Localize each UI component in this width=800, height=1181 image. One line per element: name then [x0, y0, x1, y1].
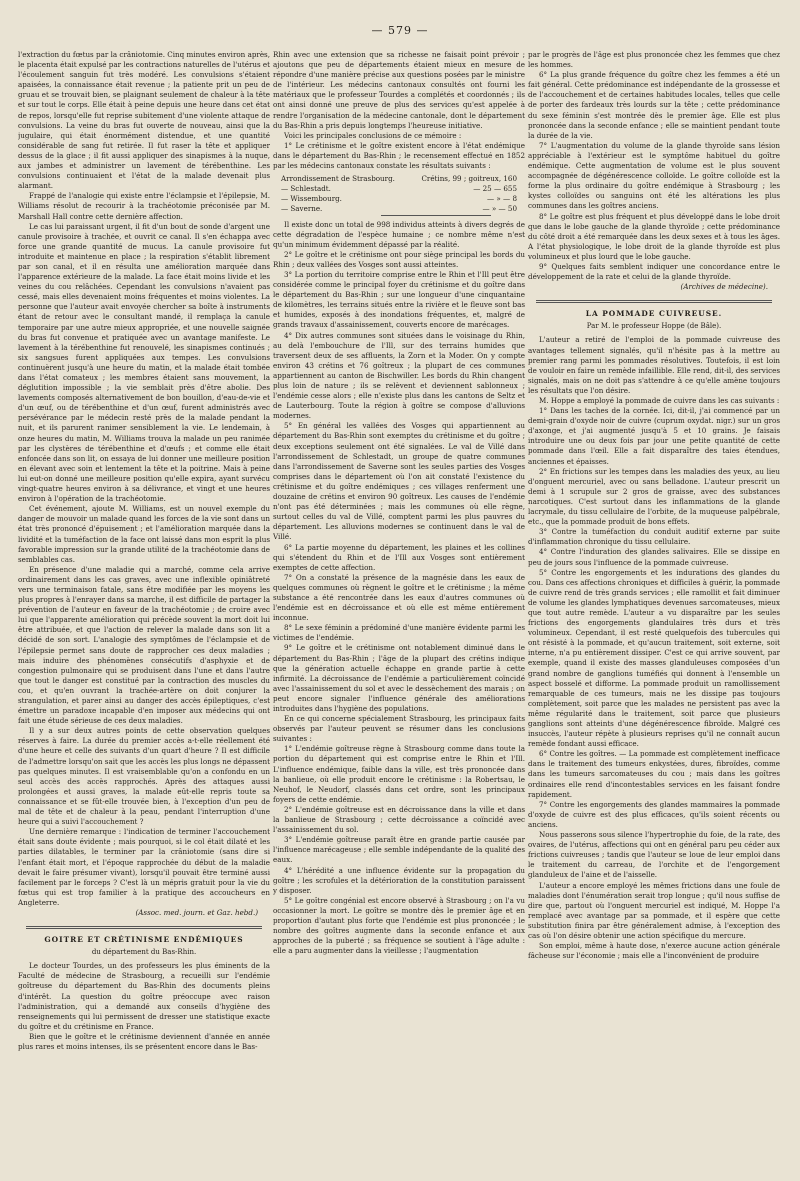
paragraph: Frappé de l'analogie qui existe entre l'éclampsie et l'épilepsie, M. Williams résolut de recourir à la trachéotomie préconisée par M. Marshall Hall contre cette dernière affection.	[18, 191, 270, 221]
table-row-label: — Saverne.	[281, 204, 323, 214]
paragraph: l'extraction du fœtus par la crâniotomie. Cinq minutes environ après, le placenta était expulsé par les contractions naturelles de l'utérus et l'écoulement sanguin fut très modéré. Les convulsions s'étaient apaisées, la connaissance était revenue ; la patiente prit un peu de gruau et se trouvait bien, se plaignant seulement de chaleur à la tête et sur tout le corps. Elle était à peine depuis une heure dans cet état de repos, lorsqu'elle fut reprise subitement d'une violente attaque de convulsions. La veine du bras fut ouverte de nouveau, ainsi que la jugulaire, qui était énormément distendue, et une quantité considérable de sang fut retirée. Il fut raser la tête et appliquer dessus de la glace ; il fit aussi appliquer des sinapismes à la nuque, aux jambes et administrer un lavement de térébenthine. Les convulsions continuaient et l'état de la malade devenait plus alarmant.	[18, 50, 270, 191]
paragraph: Son emploi, même à haute dose, n'exerce aucune action générale fâcheuse sur l'économie ; mais elle a l'inconvénient de produire	[528, 941, 780, 961]
paragraph: 7° L'augmentation du volume de la glande thyroïde sans lésion appréciable à l'extérieur est le symptôme habituel du goître endémique. Cette augmentation de volume est le plus souvent accompagnée de dégénérescence colloïde. Le goître colloïde est la forme la plus ordinaire du goître endémique à Strasbourg ; les kystes colloïdes ou sanguins ont été les altérations les plus communes dans les goîtres anciens.	[528, 140, 780, 211]
paragraph: Le docteur Tourdes, un des professeurs les plus éminents de la Faculté de médecine de Strasbourg, a recueilli sur l'endémie goîtreuse du département du Bas-Rhin des documents pleins d'intérêt. La question du goître préoccupe avec raison l'administration, qui a demandé aux conseils d'hygiène des renseignements qui lui permissent de dresser une statistique exacte du goître et du crétinisme en France.	[18, 961, 270, 1031]
section-divider	[26, 926, 262, 929]
section-title: GOITRE ET CRÉTINISME ENDÉMIQUES	[44, 935, 244, 945]
paragraph: Bien que le goître et le crétinisme deviennent d'année en année plus rares et moins intenses, ils se présentent encore dans le Bas-	[18, 1031, 270, 1051]
paragraph: L'auteur a encore employé les mêmes frictions dans une foule de maladies dont l'énumération serait trop longue ; qu'il nous suffise de dire que, partout où l'onguent mercuriel est indiqué, M. Hoppe l'a remplacé avec avantage par sa pommade, et il espère que cette substitution finira par être généralement admise, à l'exception des cas où l'on désire obtenir une action spécifique du mercure.	[528, 880, 780, 940]
paragraph: En ce qui concerne spécialement Strasbourg, les principaux faits observés par l'auteur peuvent se résumer dans les conclusions suivantes :	[273, 714, 525, 744]
table-sum-rule	[381, 215, 491, 217]
paragraph: 3° La portion du territoire comprise entre le Rhin et l'Ill peut être considérée comme le principal foyer du crétinisme et du goître dans le département du Bas-Rhin ; sur une longueur d'une cinquantaine de kilomètres, les terrains situés entre la rivière et le fleuve sont bas et humides, exposés à des inondations fréquentes, et, malgré de grands travaux d'assainissement, couverts encore de marécages.	[273, 269, 525, 330]
table-row-label: Arrondissement de Strasbourg.	[281, 174, 395, 184]
table-row-values: — » — 50	[482, 204, 517, 214]
table-row	[281, 204, 525, 214]
paragraph: 4° L'hérédité a une influence évidente sur la propagation du goître ; les scrofules et la détérioration de la constitution paraissent y disposer.	[273, 865, 525, 895]
table-row-values: — » — 8	[486, 194, 517, 204]
paragraph: Nous passerons sous silence l'hypertrophie du foie, de la rate, des ovaires, de l'utérus, affections qui ont en général paru peu céder aux frictions cuivreuses ; tandis que l'auteur se loue de leur emploi dans le traitement du carreau, de l'orchite et de l'engorgement glanduleux de l'aine et de l'aisselle.	[528, 830, 780, 880]
paragraph: 5° Contre les engorgements et les indurations des glandes du cou. Dans ces affections chroniques et difficiles à guérir, la pommade de cuivre rend de très grands services ; elle ramollit et fait diminuer de volume les glandes lymphatiques devenues sarcomateuses, mieux que tout autre remède. L'auteur a vu disparaître par les seules frictions des engorgements glandulaires très durs et très volumineux. Cependant, il est resté quelquefois des tubercules qui ont résisté à la pommade, et qu'aucun traitement, soit externe, soit interne, n'a pu entièrement dissiper. C'est ce qui arrive souvent, par exemple, quand il existe des masses glanduleuses composées d'un grand nombre de ganglions tuméfiés qui donnent à l'ensemble un aspect bosselé et difforme. La pommade produit un ramollissement remarquable de ces tumeurs, mais ne les dissipe pas toujours complètement, soit parce que les malades ne persistent pas avec la même régularité dans le traitement, soit parce que plusieurs ganglions sont atteints d'une dégénérescence fibroïde. Malgré ces insuccès, l'auteur répète à plusieurs reprises qu'il ne connaît aucun remède fondant aussi efficace.	[528, 567, 780, 749]
paragraph: M. Hoppe a employé la pommade de cuivre dans les cas suivants :	[539, 396, 780, 405]
table-row-values: Crétins, 99 ; goitreux, 160	[421, 174, 517, 184]
paragraph: 7° On a constaté la présence de la magnésie dans les eaux de quelques communes où règnent le goître et le crétinisme ; la même substance a été rencontrée dans les eaux d'autres communes où l'endémie est en décroissance et où elle est même entièrement inconnue.	[273, 572, 525, 623]
table-row	[281, 174, 525, 184]
paragraph: 7° Contre les engorgements des glandes mammaires la pommade d'oxyde de cuivre est des plus efficaces, qu'ils soient récents ou anciens.	[528, 799, 780, 829]
paragraph: 6° La partie moyenne du département, les plaines et les collines qui s'étendent du Rhin et de l'Ill aux Vosges sont entièrement exemptes de cette affection.	[273, 542, 525, 572]
paragraph: par le progrès de l'âge est plus prononcée chez les femmes que chez les hommes.	[528, 50, 780, 70]
column-1	[18, 50, 270, 1176]
section-subtitle: du département du Bas-Rhin.	[91, 948, 197, 957]
table-row-label: — Schlestadt.	[281, 184, 331, 194]
table-row-values: — 25 — 655	[473, 184, 517, 194]
page-number: — 579 —	[371, 24, 429, 37]
paragraph: 1° Le crétinisme et le goître existent encore à l'état endémique dans le département du Bas-Rhin ; le recensement effectué en 1852 par les médecins cantonaux constate les résultats suivants :	[273, 140, 525, 171]
paragraph: 2° Le goître et le crétinisme ont pour siège principal les bords du Rhin ; deux vallées des Vosges sont aussi atteintes.	[273, 249, 525, 269]
section-title: LA POMMADE CUIVREUSE.	[585, 309, 723, 319]
paragraph: 5° En général les vallées des Vosges qui appartiennent au département du Bas-Rhin sont exemptes du crétinisme et du goître ; deux exceptions seulement ont été signalées. Le val de Villé dans l'arrondissement de Schlestadt, un groupe de quatre communes dans l'arrondissement de Saverne sont les seules parties des Vosges comprises dans le département où l'on ait constaté l'existence du crétinisme et du goître endémiques ; ces villages renferment une douzaine de crétins et environ 90 goîtreux. Les causes de l'endémie n'ont pas été déterminées ; mais les communes où elle règne, surtout celles du val de Villé, comptent parmi les plus pauvres du département. Les alluvions modernes se continuent dans le val de Villé.	[273, 421, 525, 542]
paragraph: 4° Dix autres communes sont situées dans le voisinage du Rhin, au delà l'embouchure de l'Ill, sur des terrains humides que traversent deux de ses affluents, la Zorn et la Moder. On y compte environ 43 crétins et 76 goîtreux ; la plupart de ces communes appartiennent au canton de Bischwiller. Les bords du Rhin changent plus loin de nature ; ils se relèvent et deviennent sablonneux ; l'endémie cesse alors ; elle n'existe plus dans les cantons de Seltz et de Lauterbourg. Toute la région à goître se compose d'alluvions modernes.	[273, 330, 525, 421]
paragraph: Il existe donc un total de 998 individus atteints à divers degrés de cette dégradation de l'espèce humaine ; ce nombre même n'est qu'un minimum évidemment dépassé par la réalité.	[273, 219, 525, 249]
paragraph: 1° Dans les taches de la cornée. Ici, dit-il, j'ai commencé par un demi-grain d'oxyde noir de cuivre (cuprum oxydat. nigr.) sur un gros d'axonge, et j'ai augmenté jusqu'à 5 et 10 grains. Je faisais introduire une ou deux fois par jour une petite quantité de cette pommade dans l'œil. Elle a fait disparaître des taies étendues, anciennes et épaisses.	[528, 406, 780, 466]
source-citation: (Assoc. med. journ. et Gaz. hebd.)	[135, 907, 258, 917]
paragraph: 8° Le sexe féminin a prédominé d'une manière évidente parmi les victimes de l'endémie.	[273, 623, 525, 643]
paragraph: 2° En frictions sur les tempes dans les maladies des yeux, au lieu d'onguent mercuriel, avec ou sans belladone. L'auteur prescrit un demi à 1 scrupule sur 2 gros de graisse, avec des substances narcotiques. C'est surtout dans les inflammations de la glande lacrymale, du tissu cellulaire de l'orbite, de la muqueuse palpébrale, etc., que la pommade produit de bons effets.	[528, 466, 780, 527]
paragraph: 8° Le goître est plus fréquent et plus développé dans le lobe droit que dans le lobe gauche de la glande thyroïde ; cette prédominance du côté droit a été remarquée dans les deux sexes et à tous les âges. A l'état physiologique, le lobe droit de la glande thyroïde est plus volumineux et plus lourd que le lobe gauche.	[528, 211, 780, 261]
statistics-table	[281, 174, 525, 216]
column-2	[273, 50, 525, 1176]
paragraph: Il y a sur deux autres points de cette observation quelques réserves à faire. La durée du premier accès a-t-elle réellement été d'une heure et celle des suivants d'un quart d'heure ? Il est difficile de l'admettre lorsqu'on sait que les accès les plus longs ne dépassent pas quelques minutes. Il est vraisemblable qu'on a confondu en un seul accès des accès rapprochés. Après des attaques aussi prolongées et aussi graves, la malade eût-elle repris toute sa connaissance et se fût-elle trouvée bien, à l'exception d'un peu de mal de tête et de chaleur à la peau, pendant l'interruption d'une heure qui a suivi l'accouchement ?	[18, 726, 270, 827]
table-row	[281, 194, 525, 204]
source-citation: (Archives de médecine).	[680, 282, 768, 292]
paragraph: 1° L'endémie goîtreuse règne à Strasbourg comme dans toute la portion du département qui est comprise entre le Rhin et l'Ill. L'influence endémique, faible dans la ville, est très prononcée dans la banlieue, où elle produit encore le crétinisme : la Robertsau, le Neuhof, le Neudorf, classés dans cet ordre, sont les principaux foyers de cette endémie.	[273, 744, 525, 804]
paragraph: 9° Le goître et le crétinisme ont notablement diminué dans le département du Bas-Rhin ; l'âge de la plupart des crétins indique que la génération actuelle échappe en grande partie à cette infirmité. La décroissance de l'endémie a particulièrement coïncidé avec l'assainissement du sol et avec le dessèchement des marais ; on peut encore signaler l'influence générale des améliorations introduites dans l'hygiène des populations.	[273, 643, 525, 713]
paragraph: Le cas lui paraissant urgent, il fit d'un bout de sonde d'argent une canule provisoire à trachée, et ouvrit ce canal. Il s'en échappa avec force une grande quantité de mucus. La canule provisoire fut introduite et maintenue en place ; la respiration s'établit librement par son canal, et il en résulta une amélioration marquée dans l'apparence extérieure de la malade. La face était moins livide et les veines du cou relâchées. Cependant les convulsions n'avaient pas cessé, mais elles devenaient moins fréquentes et moins violentes. La personne que l'auteur avait envoyée chercher sa boîte à instruments étant de retour avec le consultant mandé, il remplaça la canule temporaire par une autre mieux appropriée, et une nouvelle saignée du bras fut convenue et pratiquée avec un avantage manifeste. Le lavement à la térébenthine fut renouvelé, les sinapismes continués ; six sangsues furent appliquées aux tempes. Les convulsions continuèrent jusqu'à une heure du matin, et la malade était tombée dans l'état comateux ; les membres étaient sans mouvement, la déglutition impossible ; la vie semblait près d'être abolie. Des lavements composés alternativement de bon bouillon, d'eau-de-vie et d'un œuf, ou de térébenthine et d'un œuf, furent administrés avec persévérance par le médecin resté près de la malade pendant la nuit, et ils parurent ranimer sensiblement la vie. Le lendemain, à onze heures du matin, M. Williams trouva la malade un peu ranimée par les clystères de térébenthine et d'œufs ; et comme elle était enfoncée dans son lit, on essaya de lui donner une meilleure position en élevant avec soin et lentement la tête et la poitrine. Mais à peine lui eut-on donné une meilleure position qu'elle expira, ayant survécu vingt-quatre heures environ à sa délivrance, et vingt et une heures environ à l'opération de la trachéotomie.	[18, 221, 270, 504]
paragraph: Voici les principales conclusions de ce mémoire :	[284, 130, 462, 140]
paragraph: L'auteur a retiré de l'emploi de la pommade cuivreuse des avantages tellement signalés, qu'il n'hésite pas à la mettre au premier rang parmi les pommades résolutives. Toutefois, il est loin de vouloir en faire un remède infaillible. Elle rend, dit-il, des services signalés, mais on ne doit pas s'attendre à ce qu'elle amène toujours les résultats que l'on désire.	[528, 335, 780, 395]
column-3	[528, 50, 780, 1176]
paragraph: 6° Contre les goîtres. — La pommade est complètement inefficace dans le traitement des tumeurs enkystées, dures, fibroïdes, comme dans les tumeurs sarcomateuses du cou ; mais dans les goîtres ordinaires elle rend d'incontestables services en les faisant fondre rapidement.	[528, 749, 780, 799]
paragraph: 6° La plus grande fréquence du goître chez les femmes a été un fait général. Cette prédominance est indépendante de la grossesse et de l'accouchement et de certaines habitudes locales, telles que celle de porter des fardeaux très lourds sur la tête ; cette prédominance du sexe féminin s'est montrée dès le premier âge. Elle est plus prononcée dans la seconde enfance ; elle se maintient pendant toute la durée de la vie.	[528, 70, 780, 140]
paragraph: 3° L'endémie goîtreuse paraît être en grande partie causée par l'influence marécageuse ; elle semble indépendante de la qualité des eaux.	[273, 835, 525, 865]
paragraph: 9° Quelques faits semblent indiquer une concordance entre le développement de la rate et celui de la glande thyroïde.	[528, 261, 780, 282]
section-subtitle: Par M. le professeur Hoppe (de Bâle).	[586, 322, 722, 331]
paragraph: En présence d'une maladie qui a marché, comme cela arrive ordinairement dans les cas graves, avec une inflexible opiniâtreté vers une terminaison fatale, sans être modifiée par les moyens les plus propres à l'enrayer dans sa marche, il est difficile de partager la prévention de l'auteur en faveur de la trachéotomie ; de croire avec lui que l'apparente amélioration qui précède souvent la mort doit lui être attribuée, et que l'action de relever la malade dans son lit a décidé de son sort. L'analogie des symptômes de l'éclampsie et de l'épilepsie permet sans doute de rapprocher ces deux maladies ; mais induire des phénomènes consécutifs d'asphyxie et de congestion pulmonaire qui se produisent dans l'une et dans l'autre que tout le danger est constitué par la contraction des muscles du cou, et qu'en ouvrant la trachée-artère on doit conjurer la strangulation, et parer ainsi au danger des accès épileptiques, c'est émettre un paradoxe incapable d'en imposer aux médecins qui ont fait une étude sérieuse de ces deux maladies.	[18, 564, 270, 726]
paragraph: Une dernière remarque : l'indication de terminer l'accouchement était sans doute évidente ; mais pourquoi, si le col était dilaté et les parties dilatables, le terminer par la crâniotomie (sans dire si l'enfant était mort, et l'époque rapprochée du début de la maladie devait le faire présumer vivant), lorsqu'il pouvait être terminé aussi facilement par le forceps ? C'est là un mépris gratuit pour la vie du fœtus qui est trop familier à la pratique des accoucheurs en Angleterre.	[18, 827, 270, 907]
paragraph: 3° Contre la tuméfaction du conduit auditif externe par suite d'inflammation chronique du tissu cellulaire.	[528, 527, 780, 547]
paragraph: Cet événement, ajoute M. Williams, est un nouvel exemple du danger de mouvoir un malade quand les forces de la vie sont dans un état très prononcé d'épuisement ; et l'amélioration marquée dans la lividité et la tuméfaction de la face ont laissé dans mon esprit la plus favorable impression sur la grande utilité de la trachéotomie dans de semblables cas.	[18, 504, 270, 564]
table-row-label: — Wissembourg.	[281, 194, 342, 204]
paragraph: 5° Le goître congénial est encore observé à Strasbourg ; on l'a vu occasionner la mort. Le goître se montre dès le premier âge et en proportion d'autant plus forte que l'endémie est plus prononcée ; le nombre des goîtres augmente dans la seconde enfance et aux approches de la puberté ; sa fréquence se soutient à l'âge adulte : elle a paru augmenter dans la vieillesse ; l'augmentation	[273, 895, 525, 956]
table-row	[281, 184, 525, 194]
paragraph: 4° Contre l'induration des glandes salivaires. Elle se dissipe en peu de jours sous l'influence de la pommade cuivreuse.	[528, 547, 780, 567]
paragraph: 2° L'endémie goîtreuse est en décroissance dans la ville et dans la banlieue de Strasbourg ; cette décroissance a coïncidé avec l'assainissement du sol.	[273, 804, 525, 835]
section-divider	[536, 300, 772, 303]
paragraph: Rhin avec une extension que sa richesse ne faisait point prévoir ; ajoutons que peu de départements étaient mieux en mesure de répondre d'une manière précise aux questions posées par le ministre de l'intérieur. Les médecins cantonaux consultés ont fourni les matériaux que le professeur Tourdes a complétés et coordonnés ; ils ont ainsi donné une preuve de plus des services qu'est appelée à rendre l'organisation de la médecine cantonale, dont le département du Bas-Rhin a pris depuis longtemps l'heureuse initiative.	[273, 50, 525, 130]
